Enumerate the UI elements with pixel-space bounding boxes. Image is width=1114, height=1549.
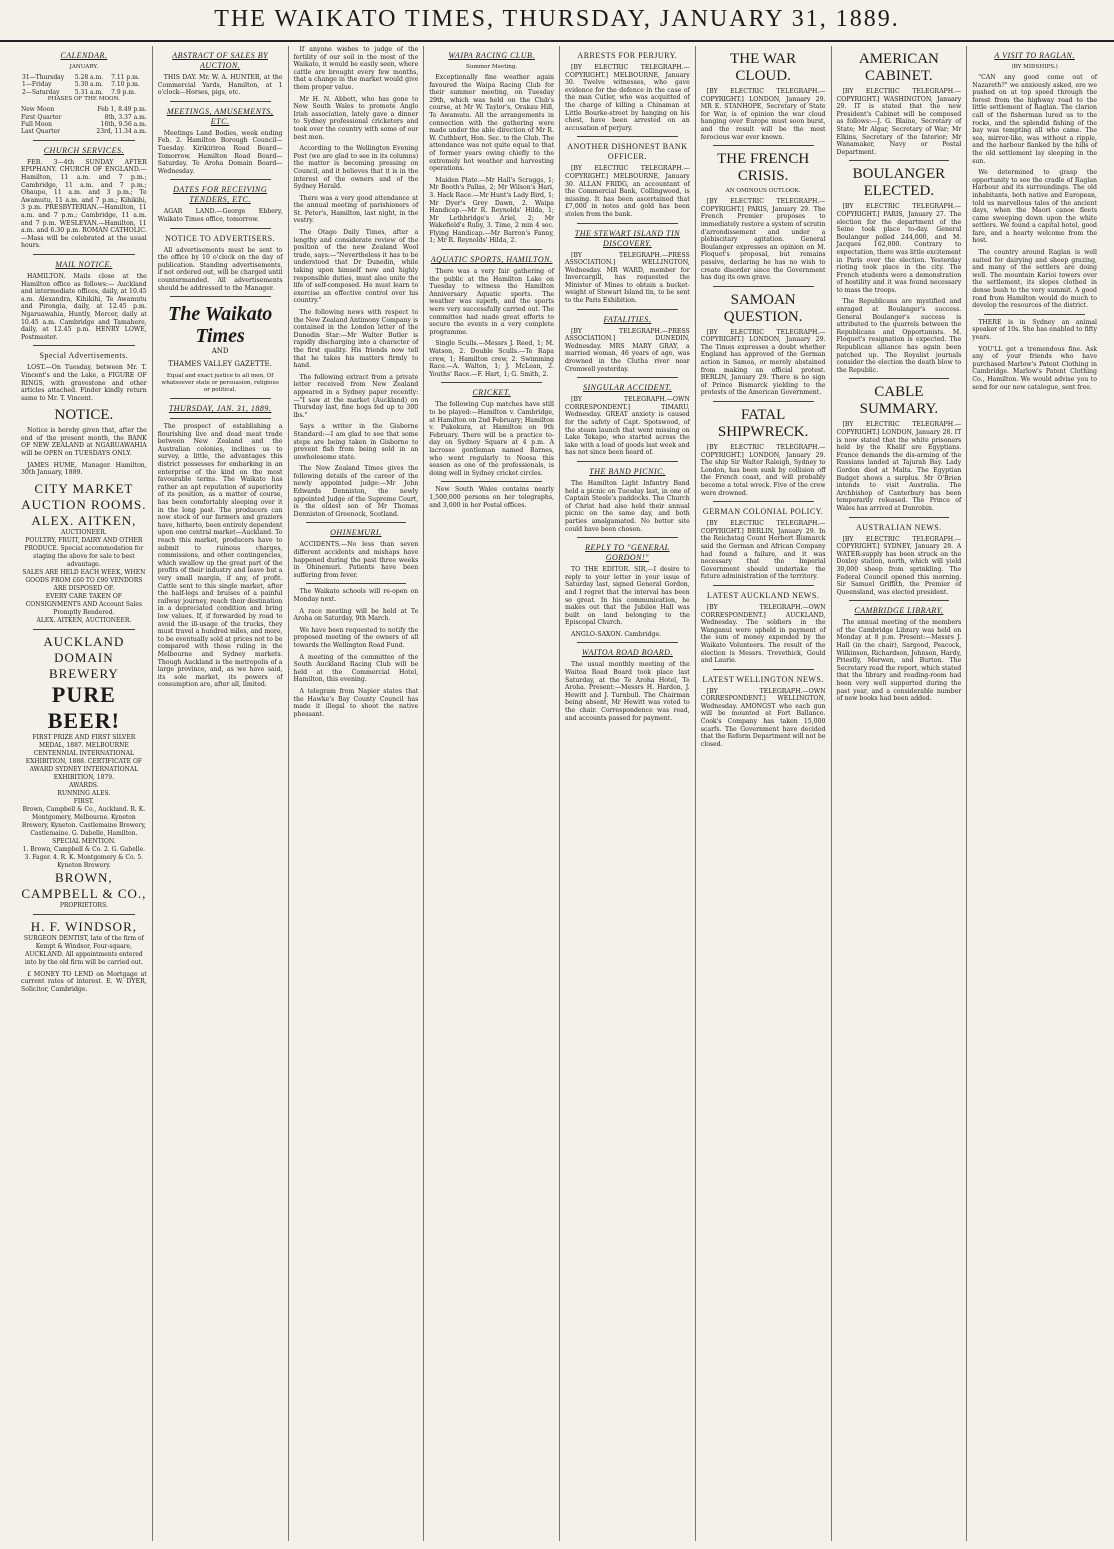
abstract-heading: ABSTRACT OF SALES BY AUCTION. [172,51,269,70]
singular-heading: SINGULAR ACCIDENT. [583,383,672,393]
dentist-ad [21,919,147,967]
news-paragraph: A telegram from Napier states that the Hawke's Bay County Council has made it illegal to shoot the native pheasant. [293,687,419,718]
tenders-heading: DATES FOR RECEIVING TENDERS, ETC. [173,185,268,205]
ohinemuri-heading: OHINEMURI. [330,528,382,538]
divider [849,600,950,601]
aquatic-heading: AQUATIC SPORTS, HAMILTON. [430,255,553,265]
divider [33,914,135,915]
divider [33,254,135,255]
dateline: THURSDAY, JAN. 31, 1889. [168,404,272,414]
divider [577,537,678,538]
racing-results: Maiden Plate.—Mr Hall's Scraggs, 1; Mr Booth's Pallas, 2; Mr Wilson's Hari, 3. Hack Race.—Mr Hunt's Lady Bird, 1; Mr Dyer's Grey Dawn, 2. Waipa Handicap.—Mr R. Reynolds' Hilda, 1; Mr Lethbridge's Ariel, 2; Mr Wakefield's Ruby, 3. Time, 2 min 4 sec. Flying Handicap.—Mr Barron's Fanny, 1; Mr R. Reynolds' Hilda, 2. [429,176,554,245]
news-paragraph: The following extract from a private letter received from New Zealand appeared in a Sydney paper recently:—"I saw at the market (Auckland) on Thursday last, fine hogs fed up to 300 lbs." [293,373,419,419]
wellington-text: [BY TELEGRAPH.—OWN CORRESPONDENT.] WELLINGTON, Wednesday. AMONGST who each gun will be mounted at Fort Ballance. Cook's Company has taken 15,000 scarfs. The Government have decided that the Reform Department will not be closed. [700,687,826,748]
divider [577,136,678,137]
news-paragraph: Says a writer in the Gisborne Standard:—I am glad to see that some steps are being taken in Gisborne to prevent fish from being sold in an unwholesome state. [293,423,419,461]
cable-heading: CABLE SUMMARY. [859,384,939,418]
divider [170,296,271,297]
divider [984,314,1085,315]
visit-text: The country around Raglan is well suited for dairying and sheep grazing, and many of the settlers are doing well. The mountain Karioi towers over the settlement, its slopes clothed in dense bush to the very summit. A good road from Hamilton would do much to develop the resources of the district. [972,249,1097,310]
news-paragraph: Mr H. N. Abbott, who has gone to New South Wales to promote Anglo Irish association, lately gave a dinner to Sydney professional cricketers and took over the country with some of our best men. [293,95,419,141]
column-4 [423,46,559,1541]
column-5 [559,46,695,1541]
footer-note: New South Wales contains nearly 1,500,000 persons on her telegraphs, and 3,000 in her Postal offices. [429,486,554,509]
mail-text: HAMILTON. Mails close at the Hamilton office as follows:— Auckland and intermediate offices, daily, at 10.45 a.m. Alexandra, Kihikihi, Te Awamutu and Pirongia, daily, at 12.45 p.m. Ngaruawahia, Huntly, Mercer, daily at 10.45 a.m. Cambridge and Tamahere, daily, at 12.45 p.m. HENRY LOWE, Postmaster. [21,272,147,341]
auction-ad [21,481,147,625]
lead-text: If anyone wishes to judge of the fertility of our soil in the most of the Waikato, it would be easily seen, where cattle are brought every few months, that a change in the market would give them proper value. [293,46,419,91]
waitoa-text: The usual monthly meeting of the Waitoa Road Board took place last Saturday, at the Te Aroha Hotel, Te Aroha. Present:—Messrs H. Hardon, J. Hewitt and J. Turnbull. The Chairman being absent, Mr Hewitt was voted to the chair. Correspondence was read, and accounts passed for payment. [565,661,690,722]
dentist-text: SURGEON DENTIST, late of the firm of Kempt & Windsor, Four-square, AUCKLAND. All appointments entered into by the old firm will be carried out. [23,934,144,966]
auctioneer-role: AUCTIONEER. [61,528,107,536]
news-paragraph: The Otago Daily Times, after a lengthy and considerate review of the position of the new Zealand Wool trade, says:—"Nevertheless it has to be understood that Dr Dunedin, while taking upon himself new and highly responsible duties, must also unite the life of self-composed. He must learn to exercise an effective control over his country." [293,229,419,305]
advertisers-heading: NOTICE TO ADVERTISERS. [165,233,276,243]
cambridge-heading: CAMBRIDGE LIBRARY. [854,606,944,616]
racing-text: Exceptionally fine weather again favoured the Waipa Racing Club for their summer meeting, on Tuesday 29th, which was held on the Club's course, at Mr W. Taylor's, Orakau Hill, Te Awamutu. All the arrangements in connection with the gathering were made under the able direction of Mr R. W. Cuthbert, Hon. Sec. to the Club. The attendance was not quite equal to that of former years owing chiefly to the extremely hot weather and harvesting operations. [429,74,554,173]
island-text: [BY TELEGRAPH.—PRESS ASSOCIATION.] WELLINGTON, Wednesday. MR WARD, member for Invercargill, has requested the Minister of Mines to obtain a bucket-weight of Stewart Island tin, to be sent to the Paris Exhibition. [565,251,690,305]
boulanger-more: The Republicans are mystified and enraged at Boulanger's success. General Boulanger's success is attributed to the quarrels between the Republicans and Opportunists. M. Floquet's resignation is expected. The Republican alliance has again been patched up. The Royalist journals consider the election the death blow to the Republic. [836,298,962,374]
tenders-text: AGAR LAND.—George Ebbery, Waikato Times office, tomorrow. [157,208,283,223]
samoan-text: [BY ELECTRIC TELEGRAPH.—COPYRIGHT.] LONDON, January 29. The Times expresses a doubt whether England has approved of the German action in Samoa, or merely abstained from making an official protest. BERLIN, January 29. There is no sign of Prince Bismarck yielding to the protests of the American Government. [700,328,826,397]
perjury-text: [BY ELECTRIC TELEGRAPH.—COPYRIGHT.] MELBOURNE, January 30. Twelve witnesses, who gave evidence for the defence in the case of the man Cutler, who was acquitted of the charge of killing a Chinaman at Little Bourke-street by hanging on his chest, have been arrested on an accusation of perjury. [565,64,690,132]
editorial-text: The prospect of establishing a flourishing live and dead meat trade between New Zealand and the Australian colonies, inclines us to survey, a little, the advantages this district possesses for embarking in an enterprise of the kind on the most favourable terms. The Waikato has rather an apt reputation of superiority of its position, as a matter of course, has been comfortably sleeping over it in the long past. The producers can now stock of our farmers and graziers have, hitherto, been entirely dependent upon one central market—Auckland. To reach this market, producers have to submit to ruinous charges, commissions, and other contingencies, which swallow up the great part of the profits of their industry and leave but a very small margin, if any, of profit. Cattle sent to this single market, after the half-legs and bruises of a painful railway journey, reach their destination in a depreciated condition and bring low values. If, if forwarded by road to avoid the ill-usage of the trucks, they must travel a hundred miles, and more, to be eventually sold at prices not to be compared with those ruling in the Melbourne and Sydney markets. Though Auckland is the metropolis of a large province, and, as we have said, its sole market, its powers of consumption are, after all, limited. [157,423,283,689]
phase-row: First Quarter 8th, 3.37 a.m. [21,113,147,121]
church-text: FEB. 3—4th SUNDAY AFTER EPIPHANY. CHURCH OF ENGLAND.—Hamilton, 11 a.m. and 7 p.m.; Cambridge, 11 a.m. and 7 p.m.; Ohaupo, 11 a.m. and 3 p.m.; Te Awamutu, 11 a.m. and 7 p.m.; Kihikihi, 3 p.m. PRESBYTERIAN.—Hamilton, 11 a.m. and 7 p.m.; Cambridge, 11 a.m. and 7 p.m. WESLEYAN.—Hamilton, 11 a.m. and 6.30 p.m. ROMAN CATHOLIC.—Mass will be celebrated at the usual hours. [21,158,147,250]
racing-subheading: Summer Meeting. [466,64,518,70]
divider [577,377,678,378]
calendar-heading: CALENDAR. [60,51,108,60]
notice-text: Notice is hereby given that, after the end of the present month, the BANK OF NEW ZEALAND at NGARUAWAHIA will be OPEN on TUESDAYS ONLY. [21,427,147,458]
divider [713,286,814,287]
phase-row: New Moon Feb 1, 8.49 p.m. [21,106,147,114]
nameplate-subtitle: THAMES VALLEY GAZETTE. [168,360,272,369]
brewer-role: PROPRIETORS. [59,901,108,909]
calendar-month: JANUARY. [69,64,99,70]
calendar-row: 31—Thursday 5.28 a.m. 7.11 p.m. [22,74,140,81]
cambridge-text: The annual meeting of the members of the Cambridge Library was held on Monday at 8 p.m. Present:—Messrs J. Hall (in the chair), Sargood, Peacock, Wilkinson, Richardson, Johnson, Hardy, Priestly, Merwen, and Burton. The Secretary read the report, which stated that the library and reading-room had been very well supported during the past year, and a considerable number of new books had been added. [836,619,962,703]
clothing-note: YOU'LL get a tremendous fine. Ask any of your friends who have purchased Marlow's Patent Clothing in Cambridge. Marlow's Patent Clothing Co., Hamilton. We would advise you to send for our new catalogue, sent free. [972,345,1097,391]
cricket-heading: CRICKET. [472,388,511,398]
colonial-text: [BY ELECTRIC TELEGRAPH.—COPYRIGHT.] BERLIN, January 29. In the Reichstag Count Herbert Bismarck said the German and African Company had found a failure, and it was necessary that the Imperial Government should undertake the future administration of the territory. [700,520,826,581]
special-mention-text: 1. Brown, Campbell & Co. 2. G. Gabelle. 3. Fager. 4. R. K. Montgomery & Co. 5. Kyneton Brewery. [22,845,146,869]
divider [849,160,950,161]
divider [33,345,135,346]
divider [441,249,542,250]
auction-text: POULTRY, FRUIT, DAIRY AND OTHER PRODUCE. Special accommodation for staging the above for sale to best advantage. [24,536,144,568]
divider [713,669,814,670]
money-ad: £ MONEY TO LEND on Mortgage at current rates of interest. E. W. DYER, Solicitor, Cambridge. [21,970,147,994]
cable-text: [BY ELECTRIC TELEGRAPH.—COPYRIGHT.] LONDON, January 28. IT is now stated that the white prisoners held by the Khalif are Egyptians. France demands the dis-arming of the Russians landed at Tajurah Bay. Lady Gordon died at Malta. The Egyptian Budget shows a surplus. Mr O'Brien intends to visit Australia. The Archbishop of Canterbury has been temporarily released. The Prince of Wales has arrived at Dunrobin. [836,421,962,512]
aquatic-results: Single Sculls.—Messrs J. Reed, 1; M. Watson, 2. Double Sculls.—Te Rapa crew, 1; Hamilton crew, 2. Swimming Race.—A. Walton, 1; J. McLean, 2. Youths' Race.—F. Hart, 1; G. Smith, 2. [429,340,554,378]
war-heading: THE WAR CLOUD. [730,51,797,84]
nameplate-and: AND [211,347,229,356]
prize-text: FIRST PRIZE AND FIRST SILVER MEDAL, 1887. MELBOURNE CENTENNIAL INTERNATIONAL EXHIBITION, 1888. CERTIFICATE OF AWARD SYDNEY INTERNATIONAL EXHIBITION, 1879. [25,733,143,781]
divider [577,642,678,643]
auction-sales: SALES ARE HELD EACH WEEK, WHEN GOODS FROM £60 TO £90 VENDORS ARE DISPOSED OF. [22,568,146,592]
singular-text: [BY TELEGRAPH.—OWN CORRESPONDENT.] TIMARU, Wednesday. GREAT anxiety is caused for the safety of Capt. Spotswood, of the steam launch that went missing on Lake Tekapo, who started across the lake with a load of goods last week and has not since been heard of. [565,396,690,457]
samoan-heading: SAMOAN QUESTION. [723,291,803,325]
visit-text: "CAN any good come out of Nazareth?" we anxiously asked, ere we pushed on at top speed through the forest from the highway road to the little settlement of Raglan. The clarion call of the fisherman lured us to the rocks, and the splendid fishing of the bay was tempting all who came. The sea, mirror-like, was without a ripple, and the harbour flanked by the hills of the old settlement lay sleeping in the sun. [972,74,1097,165]
news-paragraph: According to the Wellington Evening Post (we are glad to see in its columns) the matter is becoming pressing on Council, and it believes that it is in the interest of the owners and of the Sydney Herald. [293,145,419,191]
auction-title: CITY MARKET AUCTION ROOMS. [21,480,147,512]
divider [170,418,271,419]
phase-row: Full Moon 16th, 9.56 a.m. [21,121,147,129]
phase-row: Last Quarter 23rd, 11.34 a.m. [21,128,147,136]
notice-signature: JAMES HUME, Manager. Hamilton, 30th January, 1889. [21,461,147,477]
awards-heading: AWARDS. [69,781,99,789]
waitoa-heading: WAITOA ROAD BOARD. [581,648,673,658]
visit-heading: A VISIT TO RAGLAN. [994,51,1075,60]
column-3 [288,46,424,1541]
american-text: [BY ELECTRIC TELEGRAPH.—COPYRIGHT.] WASHINGTON, January 29. IT is stated that the new President's Cabinet will be composed as follows:—J. G. Blaine, Secretary of State; Mr Algar, Secretary of War; Mr Elkins, Secretary of the Interior; Mr Wanamaker, Navy or Postal Department. [836,88,962,156]
auckland-heading: LATEST AUCKLAND NEWS. [706,590,820,600]
wellington-heading: LATEST WELLINGTON NEWS. [702,674,824,684]
shipwreck-heading: FATAL SHIPWRECK. [717,407,809,441]
brewer-name: BROWN, CAMPBELL & CO., [21,869,147,901]
newspaper-columns [16,46,1102,1541]
divider [170,398,271,399]
advertisers-text: All advertisements must be sent to the office by 10 o'clock on the day of publication. Standing advertisements, if not ordered out, will be charged until countermanded. All advertisements should be addressed to the Manager. [157,246,283,292]
news-paragraph: The following news with respect to the New Zealand Antimony Company is contained in the London letter of the Dunedin Star:—Mr Walter Butler is rapidly discharging into a character of the first quality. His friends now tell that he takes his matters firmly to hand. [293,309,419,370]
beer-headline: PURE BEER! [47,681,120,733]
gordon-signature: ANGLO-SAXON. Cambridge. [571,630,662,638]
divider [441,382,542,383]
divider [33,629,135,630]
divider [170,228,271,229]
sydney-note: THERE is in Sydney an animal speaker of 10s. She has enabled to fifty years. [972,318,1097,341]
calendar-row: 2—Saturday 5.31 a.m. 7.9 p.m. [22,88,136,96]
divider [577,461,678,462]
running-ales: RUNNING ALES. [57,789,111,797]
meetings-heading: MEETINGS, AMUSEMENTS, ETC. [166,106,274,126]
auction-consignments: EVERY CARE TAKEN OF CONSIGNMENTS AND Account Sales Promptly Rendered. [25,592,143,616]
bank-text: [BY ELECTRIC TELEGRAPH.—COPYRIGHT.] MELBOURNE, January 30. ALLAN FRIDG, an accountant of the Commercial Bank, Collingwood, is missing. It has been ascertained that £7,000 in notes and gold has been stolen from the bank. [565,165,690,218]
divider [577,223,678,224]
divider [170,179,271,180]
news-paragraph: There was a very good attendance at the annual meeting of parishioners of St. Peter's, Hamilton, last night, in the vestry. [293,194,419,225]
dentist-name: H. F. WINDSOR, [30,918,137,934]
divider [441,481,542,482]
colonial-heading: GERMAN COLONIAL POLICY. [702,507,824,517]
brewery-name: AUCKLAND DOMAIN BREWERY [43,633,125,681]
divider [170,101,271,102]
first-heading: FIRST. [73,797,94,805]
french-subheading: AN OMINOUS OUTLOOK. [725,188,801,195]
meetings-text: Meetings Land Bodies, week ending Feb. 2. Hamilton Borough Council—Tuesday. Kirikiriroa Road Board—Tomorrow. Hamilton Road Board—Saturday. Te Aroha Domain Board—Wednesday. [157,129,283,175]
picnic-text: The Hamilton Light Infantry Band held a picnic on Tuesday last, in one of Captain Steele's paddocks. The Church of Christ had also held their annual picnic on the same day, and both parties amalgamated. No better site could have been chosen. [565,479,690,533]
australian-text: [BY ELECTRIC TELEGRAPH.—COPYRIGHT.] SYDNEY, January 28. A WATER-supply has been struck on the Doxley station, north, which will yield 30,000 sheep from sprinkling. The Federal Council opened this morning. Sir Samuel Griffith, the Premier of Queensland, was elected president. [836,535,962,596]
ohinemuri-text: ACCIDENTS.—No less than seven different accidents and mishaps have happened during the past three weeks in Ohinemuri. Patients have been suffering from fever. [293,541,419,579]
fatalities-heading: FATALITIES. [603,314,652,324]
divider [33,140,135,141]
special-mention-heading: SPECIAL MENTION. [52,837,116,845]
special-heading: Special Advertisements. [39,351,129,361]
news-paragraph: A race meeting will be held at Te Aroha on Saturday, 9th March. [293,607,419,623]
gordon-heading: REPLY TO "GENERAL GORDON!" [585,543,670,563]
divider [577,309,678,310]
fatalities-text: [BY TELEGRAPH.—PRESS ASSOCIATION.] DUNEDIN, Wednesday. MRS MARY GRAY, a married woman, 46 years of age, was drowned in the Clutha river near Cromwell yesterday. [565,327,690,373]
newspaper-title: THE WAIKATO TIMES, THURSDAY, JANUARY 31, 1889. [214,6,900,32]
divider [713,585,814,586]
boulanger-heading: BOULANGER ELECTED. [852,166,946,200]
calendar-row: 1—Friday 5.30 a.m. 7.10 p.m. [22,81,140,89]
news-paragraph: The Waikato schools will re-open on Monday next. [293,588,419,603]
brewery-ad [21,634,147,910]
visit-byline: (BY MIDSHIPS.) [1011,64,1058,70]
perjury-heading: ARRESTS FOR PERJURY. [577,51,678,60]
picnic-heading: THE BAND PICNIC. [589,466,666,476]
french-text: [BY ELECTRIC TELEGRAPH.—COPYRIGHT.] PARIS, January 29. The French Premier proposes to immediately restore a system of scrutin d'arrondissement and under a plebiscitary agitation. General Boulanger expresses an opinion on M. Floquet's proposal, but remains passive, declaring he has no wish to create disorder since the Government has dug its own grave. [700,198,826,282]
divider [713,145,814,146]
french-heading: THE FRENCH CRISIS. [717,151,810,185]
divider [306,583,407,584]
column-8 [966,46,1102,1541]
news-paragraph: A meeting of the committee of the South Auckland Racing Club will be held at the Commercial Hotel, Hamilton, this evening. [293,653,419,684]
news-paragraph: We have been requested to notify the proposed meeting of the owners of all towards the Wellington Road Fund. [293,626,419,649]
shipwreck-text: [BY ELECTRIC TELEGRAPH.—COPYRIGHT.] LONDON, January 29. The ship Sir Walter Raleigh, Sydney to London, has been sunk by collision off the French coast, and will probably become a total wreck. Five of the crew were drowned. [700,444,826,497]
boulanger-text: [BY ELECTRIC TELEGRAPH.—COPYRIGHT.] PARIS, January 27. The election for the department of the Seine took place to-day. General Boulanger polled 244,000, and M. Jacques 162,000. Contrary to expectation, there was little excitement in Paris over the election. Yesterday rioting took place in the city. The French students were a demonstration of hostility and it was found necessary to mass the troops. [836,203,962,294]
auction-signature: ALEX. AITKEN, AUCTIONEER. [36,616,132,624]
auckland-text: [BY TELEGRAPH.—OWN CORRESPONDENT.] AUCKLAND, Wednesday. The soldiers in the Wanganui were upheld in payment of the sum of money expended by the Waikato Volunteers. The result of the election is Messrs. Trevethick, Gould and Laurie. [700,603,826,665]
war-text: [BY ELECTRIC TELEGRAPH.—COPYRIGHT.] LONDON, January 29. MR E. STANHOPE, Secretary of State for War, is of opinion the war cloud hanging over Europe must soon burst, and the result will be the most ferocious war ever known. [700,88,826,141]
american-heading: AMERICAN CABINET. [858,51,939,84]
first-text: Brown, Campbell & Co., Auckland. R. K. Montgomery, Melbourne. Kyneton Brewery, Kyneton. Castlemaine Brewery, Castlemaine. G. Dabelle, Hamilton. [21,805,146,837]
notice-heading: NOTICE. [54,407,114,424]
gordon-text: TO THE EDITOR. SIR,—I desire to reply to your letter in your issue of Saturday last, signed General Gordon, and I regret that the interval has been so great. In his communication, he makes out that the Jubilee Hall was built on land belonging to the Episcopal Church. [565,566,690,627]
column-7 [831,46,967,1541]
divider [713,401,814,402]
church-heading: CHURCH SERVICES. [43,145,125,155]
special-text: LOST.—On Tuesday, between Mr. T. Vincent's and the Lake, a FIGURE OF RINGS, with gravestone and other articles attached. Finder kindly return same to Mr. T. Vincent. [21,364,147,402]
australian-heading: AUSTRALIAN NEWS. [855,522,942,532]
divider [849,378,950,379]
nameplate-motto: Equal and exact justice to all men, Of whatsoever state or persuasion, religious or political. [161,373,279,394]
cricket-text: The following Cup matches have still to be played:—Hamilton v. Cambridge, at Hamilton on 2nd February; Hamilton v. Pukekura, at Hamilton on 9th February. There will be a practice to-day on Sydney Square at 4 p.m. A lacrosse gentleman named Barnes, who went regularly to Noosa this season as one of the professionals, is doing well in Sydney cricket circles. [429,401,554,477]
news-paragraph: The New Zealand Times gives the following details of the career of the newly appointed judge:—Mr John Edwards Denniston, the newly appointed Judge of the Supreme Court, is the eldest son of Mr Thomas Denniston of Greenock, Scotland. [293,465,419,518]
calendar-table [21,74,147,96]
divider [306,522,407,523]
column-1 [16,46,152,1541]
abstract-text: THIS DAY. Mr. W. A. HUNTER, at the Commercial Yards, Hamilton, at 1 o'clock—Horses, pigs, etc. [157,74,283,97]
divider [849,517,950,518]
nameplate: The Waikato Times [167,303,273,348]
masthead [0,0,1114,42]
phases-heading: PHASES OF THE MOON. [47,96,120,103]
island-heading: THE STEWART ISLAND TIN DISCOVERY. [574,228,680,248]
divider [713,501,814,502]
mail-heading: MAIL NOTICE. [55,259,113,269]
visit-text: We determined to grasp the opportunity to see the cradle of Raglan Harbour and its surroundings. The old inhabitants, both native and European, told us marvellous tales of the ancient days, when the Maori canoe fleets came sweeping down upon the white settlers. We found a capital hotel, good fare, and a hearty welcome from the host. [972,169,1097,245]
bank-heading: ANOTHER DISHONEST BANK OFFICER. [567,142,688,162]
auctioneer-name: ALEX. AITKEN, [31,512,137,528]
aquatic-text: There was a very fair gathering of the public at the Hamilton Lake on Tuesday to witness the Hamilton Anniversary Aquatic sports. The weather was superb, and the sports were very successfully carried out. The committee had made great efforts to secure the events in a very complete programme. [429,268,554,336]
column-2 [152,46,288,1541]
racing-heading: WAIPA RACING CLUB. [448,51,535,60]
column-6 [695,46,831,1541]
